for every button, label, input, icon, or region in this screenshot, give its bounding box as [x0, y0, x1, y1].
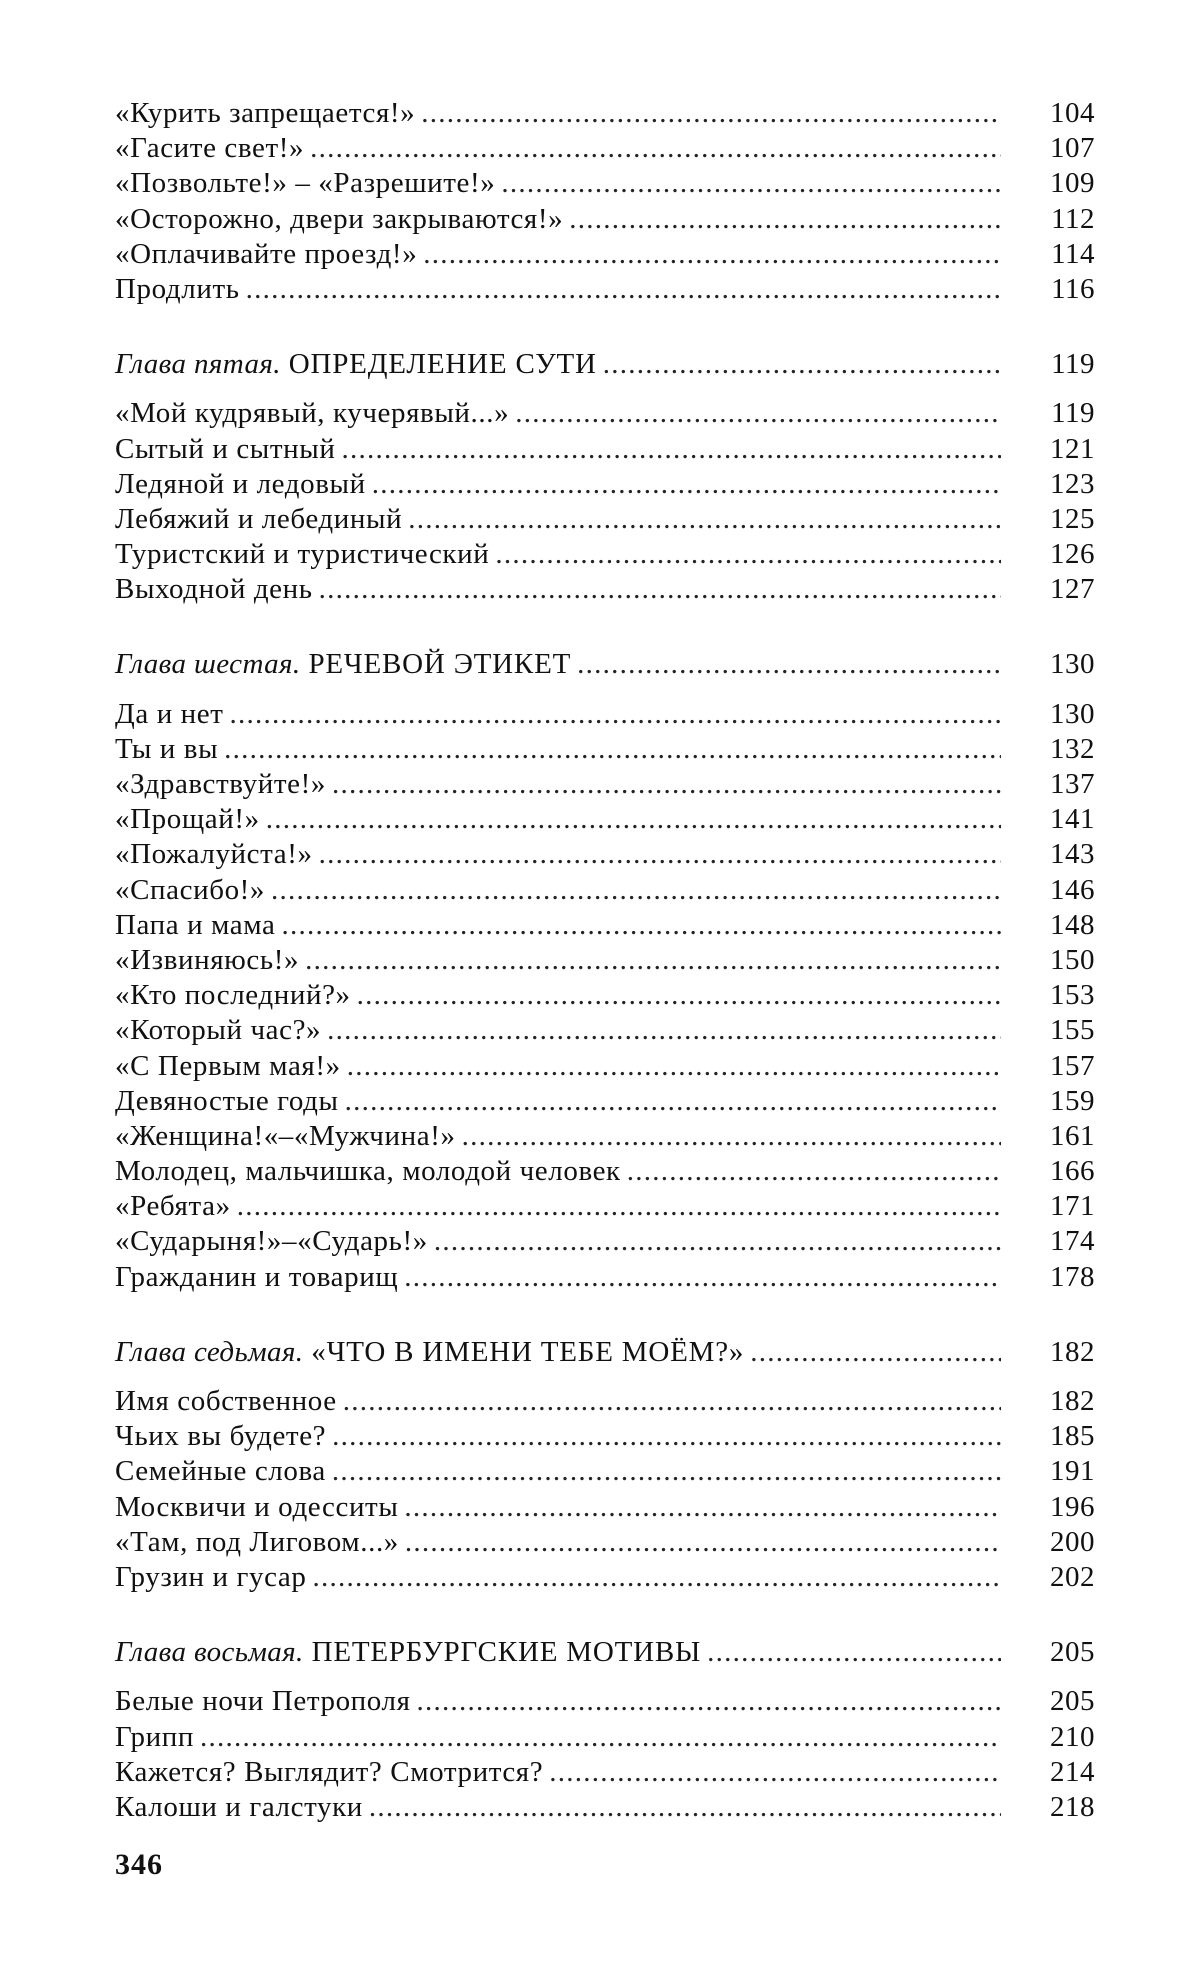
entry-title: Чьих вы будете?: [115, 1420, 327, 1453]
toc-entry: [115, 537, 1095, 572]
page-number: 210: [1050, 1720, 1095, 1753]
toc-entry: [115, 1560, 1095, 1595]
dot-leader: [408, 502, 1001, 537]
toc-entry: [115, 1525, 1095, 1560]
toc-entry: [115, 1224, 1095, 1259]
entry-title: «Мой кудрявый, кучерявый...»: [115, 397, 510, 430]
chapter-heading: [115, 347, 1095, 382]
entry-title: «Который час?»: [115, 1014, 322, 1047]
dot-leader: [271, 873, 1001, 908]
page-number: 127: [1050, 573, 1095, 606]
toc-entry: [115, 908, 1095, 943]
dot-leader: [577, 647, 1001, 682]
entry-title: «Извиняюсь!»: [115, 943, 300, 976]
page-number: 109: [1050, 167, 1095, 200]
page-number: 218: [1050, 1790, 1095, 1823]
toc-entry: [115, 1755, 1095, 1790]
dot-leader: [343, 1384, 1001, 1419]
entry-title: «Сударыня!»–«Сударь!»: [115, 1225, 428, 1258]
dot-leader: [369, 1790, 1001, 1825]
toc-entry: [115, 202, 1095, 237]
entry-title: «Кто последний?»: [115, 979, 351, 1012]
page-number: 107: [1050, 132, 1095, 165]
page-number: 104: [1050, 97, 1095, 129]
dot-leader: [332, 767, 1001, 802]
page-number: 116: [1051, 272, 1095, 305]
chapter-name: ПЕТЕРБУРГСКИЕ МОТИВЫ: [311, 1636, 702, 1669]
page-number: 185: [1050, 1420, 1095, 1453]
entry-title: Выходной день: [115, 573, 313, 606]
dot-leader: [434, 1224, 1001, 1259]
dot-leader: [569, 202, 1001, 237]
toc-entry: [115, 467, 1095, 502]
dot-leader: [549, 1755, 1001, 1790]
dot-leader: [305, 943, 1001, 978]
toc-section: [115, 1635, 1095, 1825]
dot-leader: [347, 1049, 1001, 1084]
toc-entry: [115, 1720, 1095, 1755]
page-number: 166: [1050, 1155, 1095, 1188]
dot-leader: [345, 1084, 1001, 1119]
page-number: 202: [1050, 1560, 1095, 1593]
page-number: 200: [1050, 1525, 1095, 1558]
entry-title: Семейные слова: [115, 1455, 326, 1488]
toc-entry: [115, 502, 1095, 537]
toc-entry: [115, 96, 1095, 131]
page-number: 121: [1050, 432, 1095, 465]
dot-leader: [246, 272, 1001, 307]
chapter-label: Глава седьмая.: [115, 1335, 304, 1368]
chapter-label: Глава пятая.: [115, 348, 281, 381]
toc-entry: [115, 572, 1095, 607]
page-number: 205: [1050, 1636, 1095, 1669]
toc-entry: [115, 272, 1095, 307]
dot-leader: [501, 166, 1001, 201]
chapter-name: ОПРЕДЕЛЕНИЕ СУТИ: [288, 348, 597, 381]
entry-title: Девяностые годы: [115, 1084, 339, 1117]
dot-leader: [603, 347, 1001, 382]
entry-title: «Гасите свет!»: [115, 132, 305, 165]
page-number: 119: [1051, 348, 1095, 381]
page-number: 182: [1050, 1335, 1095, 1368]
chapter-label: Глава шестая.: [115, 648, 301, 681]
dot-leader: [341, 432, 1001, 467]
page-number: 148: [1050, 908, 1095, 941]
chapter-heading: [115, 1635, 1095, 1670]
toc-section: [115, 347, 1095, 607]
page-number: 130: [1050, 648, 1095, 681]
page-number: 141: [1050, 803, 1095, 836]
toc-entry: [115, 978, 1095, 1013]
chapter-name: РЕЧЕВОЙ ЭТИКЕТ: [308, 648, 572, 681]
dot-leader: [495, 537, 1001, 572]
toc-entry: [115, 697, 1095, 732]
dot-leader: [319, 837, 1001, 872]
entry-title: «Позвольте!» – «Разрешите!»: [115, 167, 496, 200]
toc-entry: [115, 732, 1095, 767]
dot-leader: [332, 1454, 1001, 1489]
dot-leader: [357, 978, 1001, 1013]
entry-title: Лебяжий и лебединый: [115, 502, 403, 535]
entry-title: Папа и мама: [115, 908, 276, 941]
page-number: 174: [1050, 1225, 1095, 1258]
dot-leader: [750, 1335, 1001, 1370]
toc-entry: [115, 237, 1095, 272]
dot-leader: [417, 1684, 1001, 1719]
page-number: 153: [1050, 979, 1095, 1012]
page-number: 196: [1050, 1490, 1095, 1523]
page-number: 178: [1050, 1260, 1095, 1293]
entry-title: «Курить запрещается!»: [115, 97, 416, 129]
toc-entry: [115, 1084, 1095, 1119]
page-number: 126: [1050, 538, 1095, 571]
entry-title: Белые ночи Петрополя: [115, 1685, 411, 1718]
toc-entry: [115, 1154, 1095, 1189]
entry-title: Грузин и гусар: [115, 1560, 307, 1593]
entry-title: Продлить: [115, 272, 240, 305]
toc-entry: [115, 1049, 1095, 1084]
dot-leader: [312, 1560, 1001, 1595]
dot-leader: [372, 467, 1001, 502]
entry-title: «Спасибо!»: [115, 873, 266, 906]
dot-leader: [421, 96, 1001, 131]
toc-entry: [115, 432, 1095, 467]
entry-title: Калоши и галстуки: [115, 1790, 363, 1823]
dot-leader: [282, 908, 1002, 943]
toc-entry: [115, 1013, 1095, 1048]
entry-title: «Осторожно, двери закрываются!»: [115, 202, 564, 235]
chapter-name: «ЧТО В ИМЕНИ ТЕБЕ МОЁМ?»: [311, 1335, 745, 1368]
toc-entry: [115, 1490, 1095, 1525]
page-number: 205: [1050, 1685, 1095, 1718]
entry-title: Кажется? Выглядит? Смотрится?: [115, 1755, 544, 1788]
dot-leader: [237, 1189, 1001, 1224]
dot-leader: [230, 697, 1001, 732]
dot-leader: [515, 396, 1001, 431]
page-number: 161: [1050, 1119, 1095, 1152]
toc-entry: [115, 1419, 1095, 1454]
dot-leader: [224, 732, 1001, 767]
toc-entry: [115, 1454, 1095, 1489]
toc-entry: [115, 1790, 1095, 1825]
entry-title: Туристский и туристический: [115, 538, 490, 571]
entry-title: Сытый и сытный: [115, 432, 336, 465]
dot-leader: [462, 1119, 1001, 1154]
page-number: 182: [1050, 1385, 1095, 1417]
entry-title: Грипп: [115, 1720, 194, 1753]
entry-title: «Здравствуйте!»: [115, 768, 326, 800]
entry-title: «Ребята»: [115, 1190, 231, 1223]
entry-title: «Прощай!»: [115, 803, 260, 836]
chapter-label: Глава восьмая.: [115, 1636, 304, 1669]
page-number: 125: [1050, 502, 1095, 535]
toc-entry: [115, 1189, 1095, 1224]
table-of-contents: [115, 96, 1095, 1865]
page-number: 130: [1050, 697, 1095, 730]
toc-entry: [115, 802, 1095, 837]
entry-title: «С Первым мая!»: [115, 1049, 341, 1082]
toc-entry: [115, 166, 1095, 201]
dot-leader: [423, 237, 1001, 272]
toc-entry: [115, 1384, 1095, 1419]
dot-leader: [319, 572, 1001, 607]
page-number: 171: [1050, 1190, 1095, 1223]
page-number: 143: [1050, 838, 1095, 871]
dot-leader: [200, 1720, 1001, 1755]
entry-title: Ты и вы: [115, 732, 219, 765]
dot-leader: [404, 1490, 1001, 1525]
page-number: 112: [1051, 202, 1095, 235]
entry-title: Имя собственное: [115, 1385, 337, 1417]
page-number: 150: [1050, 943, 1095, 976]
toc-entry: [115, 767, 1095, 802]
toc-entry: [115, 131, 1095, 166]
toc-entry: [115, 1684, 1095, 1719]
dot-leader: [310, 131, 1001, 166]
entry-title: Москвичи и одесситы: [115, 1490, 399, 1523]
dot-leader: [627, 1154, 1001, 1189]
toc-section: [115, 647, 1095, 1294]
entry-title: «Пожалуйста!»: [115, 838, 313, 871]
page-number: 155: [1050, 1014, 1095, 1047]
entry-title: «Оплачивайте проезд!»: [115, 237, 418, 270]
entry-title: Да и нет: [115, 697, 224, 730]
page-number: 137: [1050, 768, 1095, 800]
page-number: 146: [1050, 873, 1095, 906]
page-number: 159: [1050, 1084, 1095, 1117]
page-number: 157: [1050, 1049, 1095, 1082]
page-number: 119: [1051, 397, 1095, 430]
page-number: 191: [1050, 1455, 1095, 1488]
entry-title: «Там, под Лиговом...»: [115, 1525, 399, 1558]
page-number: 214: [1050, 1755, 1095, 1788]
toc-entry: [115, 1119, 1095, 1154]
dot-leader: [327, 1013, 1001, 1048]
dot-leader: [707, 1635, 1001, 1670]
toc-entry: [115, 837, 1095, 872]
toc-section: [115, 96, 1095, 307]
page-number: 123: [1050, 467, 1095, 500]
dot-leader: [404, 1260, 1001, 1295]
page-number: 114: [1051, 237, 1095, 270]
entry-title: Гражданин и товарищ: [115, 1260, 399, 1293]
chapter-heading: [115, 647, 1095, 682]
toc-entry: [115, 873, 1095, 908]
page-folio: 346: [115, 1848, 163, 1881]
entry-title: Молодец, мальчишка, молодой человек: [115, 1155, 621, 1188]
entry-title: «Женщина!«–«Мужчина!»: [115, 1119, 456, 1152]
toc-section: [115, 1335, 1095, 1595]
toc-entry: [115, 396, 1095, 431]
dot-leader: [405, 1525, 1001, 1560]
entry-title: Ледяной и ледовый: [115, 467, 366, 500]
toc-entry: [115, 943, 1095, 978]
chapter-heading: [115, 1335, 1095, 1370]
dot-leader: [266, 802, 1001, 837]
dot-leader: [332, 1419, 1001, 1454]
page-number: 132: [1050, 732, 1095, 765]
toc-entry: [115, 1260, 1095, 1295]
